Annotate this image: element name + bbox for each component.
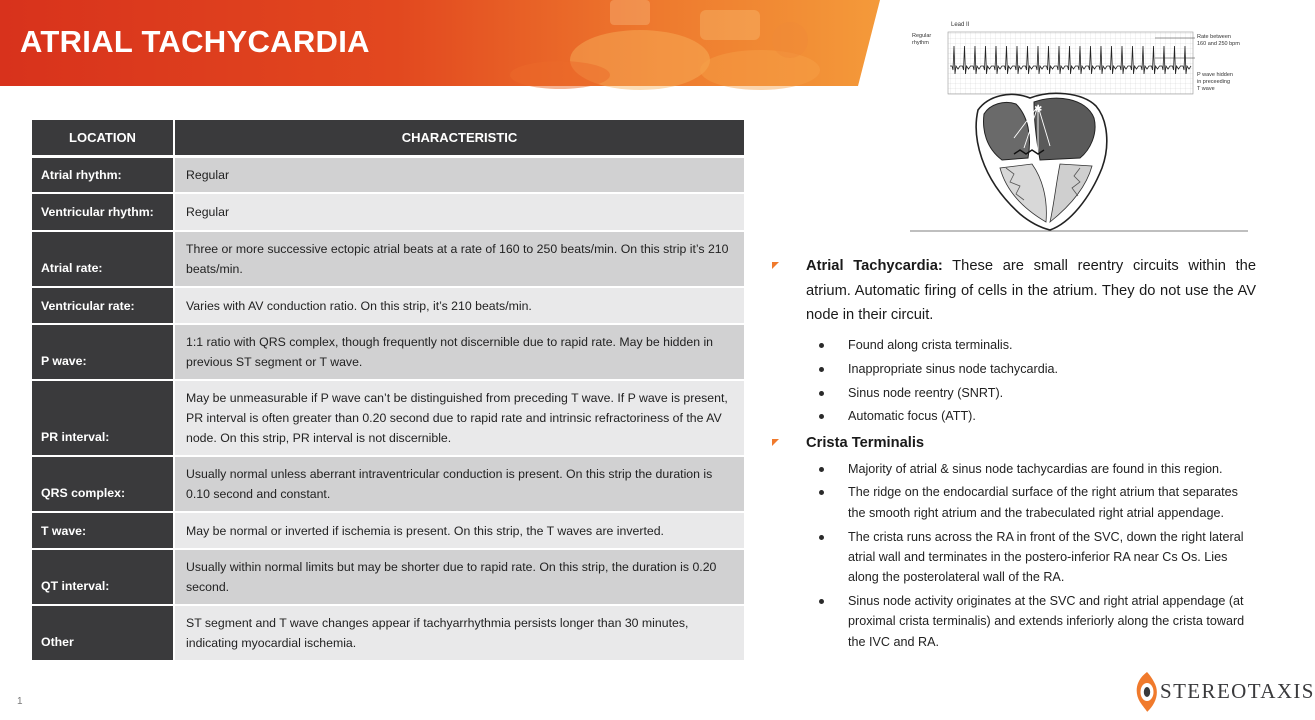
row-location: Ventricular rhythm: xyxy=(32,194,175,232)
row-characteristic: 1:1 ratio with QRS complex, though frequently not discernible due to rapid rate. May be hidden in previous ST segment or T wave. xyxy=(175,325,744,381)
list-item: Sinus node activity originates at the SVC and right atrial appendage (at proximal crista terminalis) and extends inferiorly along the crista toward the IVC and RA. xyxy=(772,591,1256,652)
table-row xyxy=(32,232,744,288)
list-item: Found along crista terminalis. xyxy=(772,335,1256,355)
ecg-heart-illustration xyxy=(910,18,1248,232)
row-location: QT interval: xyxy=(32,550,175,606)
table-row xyxy=(32,194,744,232)
section-atrial-tachycardia xyxy=(772,254,1256,328)
row-characteristic: Three or more successive ectopic atrial beats at a rate of 160 to 250 beats/min. On this strip it’s 210 beats/min. xyxy=(175,232,744,288)
table-row xyxy=(32,457,744,513)
orange-arrow-bullet-icon xyxy=(772,262,779,269)
list-item: Sinus node reentry (SNRT). xyxy=(772,383,1256,403)
row-location: T wave: xyxy=(32,513,175,550)
list-item: Majority of atrial & sinus node tachycardias are found in this region. xyxy=(772,459,1256,479)
table-header-row xyxy=(32,120,744,158)
row-location: Other xyxy=(32,606,175,662)
stereotaxis-logo xyxy=(1132,670,1315,714)
section-heading: Atrial Tachycardia: xyxy=(806,258,943,274)
p-wave-label-line3: T wave xyxy=(1197,86,1215,92)
list-item: Inappropriate sinus node tachycardia. xyxy=(772,359,1256,379)
characteristics-table xyxy=(32,120,744,662)
table-row xyxy=(32,513,744,550)
bullet-dot-icon xyxy=(819,414,824,419)
list-item: Automatic focus (ATT). xyxy=(772,406,1256,426)
bullet-dot-icon xyxy=(819,599,824,604)
row-location: QRS complex: xyxy=(32,457,175,513)
column-header-characteristic: CHARACTERISTIC xyxy=(175,120,744,158)
rate-label-line2: 160 and 250 bpm xyxy=(1197,41,1240,47)
rate-label-line1: Rate between xyxy=(1197,34,1231,40)
row-characteristic: Regular xyxy=(175,158,744,194)
row-location: P wave: xyxy=(32,325,175,381)
section-text: These are small reentry circuits within the atrium. Automatic firing of cells in the atrium. They do not use the AV node in their circuit. xyxy=(806,258,1257,323)
table-row xyxy=(32,325,744,381)
svg-text:✱: ✱ xyxy=(1034,104,1043,115)
row-characteristic: May be normal or inverted if ischemia is present. On this strip, the T waves are inverted. xyxy=(175,513,744,550)
notes-panel xyxy=(772,254,1256,652)
row-location: PR interval: xyxy=(32,381,175,457)
section-heading: Crista Terminalis xyxy=(806,434,925,451)
header-banner xyxy=(0,0,880,86)
page-number: 1 xyxy=(17,696,23,707)
row-location: Atrial rhythm: xyxy=(32,158,175,194)
bullet-dot-icon xyxy=(819,467,824,472)
regular-rhythm-label-line2: rhythm xyxy=(912,40,929,46)
row-characteristic: Usually normal unless aberrant intraventricular conduction is present. On this strip the duration is 0.10 second and constant. xyxy=(175,457,744,513)
row-location: Ventricular rate: xyxy=(32,288,175,325)
row-characteristic: May be unmeasurable if P wave can’t be distinguished from preceding T wave. If P wave is present, PR interval is often greater than 0.20 second due to rapid rate and intrinsic refractoriness of the AV node. On this strip, PR interval is not discernible. xyxy=(175,381,744,457)
orange-arrow-bullet-icon xyxy=(772,439,779,446)
table-row xyxy=(32,606,744,662)
column-header-location: LOCATION xyxy=(32,120,175,158)
table-row xyxy=(32,381,744,457)
bullet-dot-icon xyxy=(819,343,824,348)
row-characteristic: Usually within normal limits but may be shorter due to rapid rate. On this strip, the duration is 0.20 second. xyxy=(175,550,744,606)
bullet-dot-icon xyxy=(819,391,824,396)
list-item: The crista runs across the RA in front of the SVC, down the right lateral atrial wall and terminates in the postero-inferior RA near Cs Os. Lies along the posterolateral wall of the RA. xyxy=(772,527,1256,588)
section-crista-terminalis xyxy=(772,431,1256,456)
p-wave-label-line1: P wave hidden xyxy=(1197,72,1233,78)
ecg-strip xyxy=(948,32,1193,94)
row-characteristic: Varies with AV conduction ratio. On this strip, it’s 210 beats/min. xyxy=(175,288,744,325)
bullet-dot-icon xyxy=(819,490,824,495)
regular-rhythm-label-line1: Regular xyxy=(912,33,932,39)
table-row xyxy=(32,288,744,325)
p-wave-label-line2: in preceeding xyxy=(1197,79,1231,85)
row-location: Atrial rate: xyxy=(32,232,175,288)
lead-label: Lead II xyxy=(951,22,970,28)
list-item: The ridge on the endocardial surface of the right atrium that separates the smooth right atrium and the trabeculated right atrial appendage. xyxy=(772,482,1256,523)
page-title: ATRIAL TACHYCARDIA xyxy=(20,24,370,59)
row-characteristic: Regular xyxy=(175,194,744,232)
bullet-dot-icon xyxy=(819,367,824,372)
table-row xyxy=(32,158,744,194)
logo-mark-icon xyxy=(1132,670,1162,714)
logo-text: STEREOTAXIS xyxy=(1160,679,1315,703)
row-characteristic: ST segment and T wave changes appear if tachyarrhythmia persists longer than 30 minutes, indicating myocardial ischemia. xyxy=(175,606,744,662)
heart-diagram xyxy=(976,93,1107,230)
bullet-dot-icon xyxy=(819,535,824,540)
table-row xyxy=(32,550,744,606)
